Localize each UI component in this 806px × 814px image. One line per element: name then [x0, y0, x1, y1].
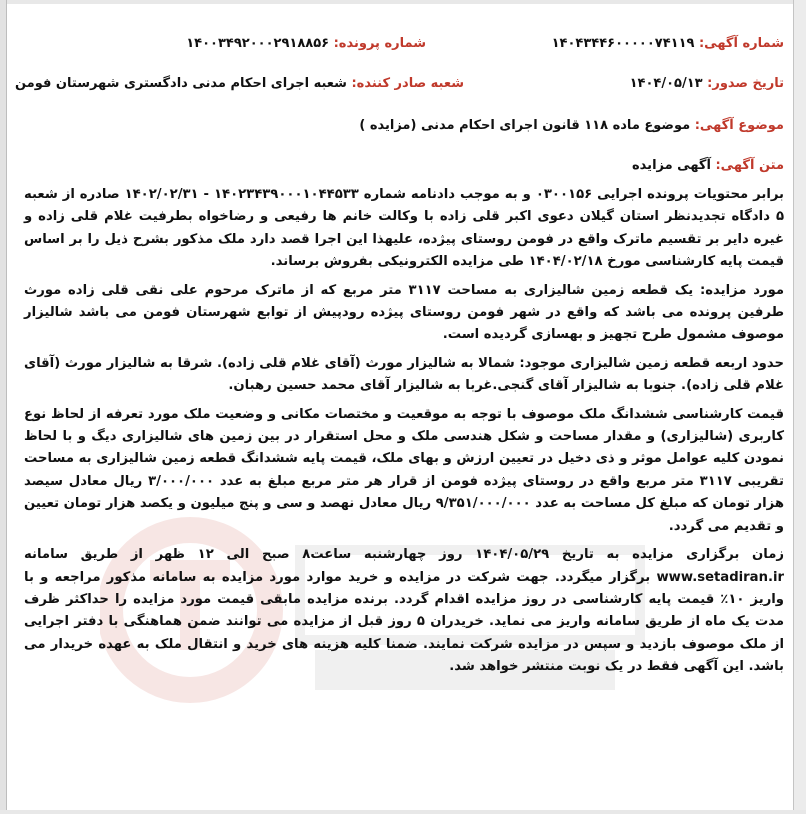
issue-date-label: تاریخ صدور: [707, 76, 784, 91]
subject-row [359, 118, 784, 133]
ad-number-row [552, 36, 784, 51]
issuer-value: شعبه اجرای احکام مدنی دادگستری شهرستان فومن [14, 76, 347, 91]
ad-number-value: ۱۴۰۴۳۴۴۶۰۰۰۰۰۷۴۱۱۹ [551, 36, 695, 51]
issuer-label: شعبه صادر کننده: [351, 76, 464, 91]
paragraph-valuation: قیمت کارشناسی ششدانگ ملک موصوف با توجه به موقعیت و مختصات مکانی و وضعیت ملک مورد تعرفه از لحاظ نوع کاربری (شالیزاری) و مقدار مساحت و شکل هندسی ملک و محل استقرار در بین زمین های شالیزاری دیگ و با لحاظ نمودن کلیه عوامل موثر و ذی دخیل در تعیین ارزش و بهای ملک، قیمت پایه ششدانگ قطعه زمین شالیزاری به مساحت تقریبی ۳۱۱۷ متر مربع واقع در روستای پیژده فومن از قرار هر متر مربع مبلغ به عدد ۳/۰۰۰/۰۰۰ ریال معادل سیصد هزار تومان که مبلغ کل مساحت به عدد ۹/۳۵۱/۰۰۰/۰۰۰ ریال معادل نهصد و سی و پنج میلیون و یکصد هزار تومان تعیین و تقدیم می گردد. [24, 406, 784, 534]
ad-text-row [632, 158, 784, 173]
paragraph-boundaries: حدود اربعه قطعه زمین شالیزاری موجود: شمالا به شالیزار مورث (آقای غلام قلی زاده). شرقا به شالیزار مورث (آقای غلام قلی زاده). جنوبا به شالیزار آقای گنجی.غربا به شالیزار آقای محمد حسین رهبان. [24, 355, 784, 394]
paragraph-auction-time: زمان برگزاری مزایده به تاریخ ۱۴۰۴/۰۵/۲۹ روز چهارشنبه ساعت۸ صبح الی ۱۲ ظهر از طریق سامانه www.setadiran.ir برگزار میگردد. جهت شرکت در مزایده و خرید موارد مورد مزایده به سامانه مذکور مراجعه و با واریز ۱۰٪ قیمت پایه کارشناسی در روز مزایده اقدام گردد. برنده مزایده مابقی قیمت مورد مزایده را حداکثر ظرف مدت یک ماه از طریق سامانه واریز می نماید. خریدران ۵ روز قبل از مزایده می توانند ضمن هماهنگی با دفتر اجرایی از ملک موصوف بازدید و سپس در مزایده شرکت نمایند. ضمنا کلیه هزینه های خرید و انتقال ملک به عهده خریدار می باشد. این آگهی فقط در یک نوبت منتشر خواهد شد. [24, 547, 785, 675]
announcement-body [24, 184, 784, 685]
paragraph-auction-item: مورد مزایده: یک قطعه زمین شالیزاری به مساحت ۳۱۱۷ متر مربع که از ماترک مرحوم علی نقی قلی زاده مورث طرفین پرونده می باشد که واقع در شهر فومن روستای پیژده رودپیش از توابع شهرستان فومن می باشد شالیزار موصوف مشمول طرح تجهیز و بهسازی گردیده است. [24, 282, 785, 343]
window-frame-bottom [0, 810, 806, 814]
ad-text-label: متن آگهی: [715, 158, 784, 173]
scrollbar-track[interactable] [793, 0, 806, 814]
subject-label: موضوع آگهی: [694, 118, 784, 133]
ad-number-label: شماره آگهی: [698, 36, 784, 51]
window-frame-left [0, 0, 7, 814]
paragraph-intro: برابر محتویات پرونده اجرایی ۰۳۰۰۱۵۶ و به موجب دادنامه شماره ۱۴۰۲۳۴۳۹۰۰۰۱۰۴۴۵۳۳ - ۱۴۰۲/۰۲/۳۱ صادره از شعبه ۵ دادگاه تجدیدنظر استان گیلان دعوی اکبر قلی زاده با وکالت خانم ها رفیعی و رضاخواه بطرفیت غلام قلی زاده و غیره دایر بر تقسیم ماترک واقع در فومن روستای پیژده، علیهذا این اجرا قصد دارد ملک مذکور بشرح ذیل را بر اساس قیمت پایه کارشناسی مورخ ۱۴۰۴/۰۲/۱۸ طی مزایده الکترونیکی بفروش برساند. [24, 187, 784, 270]
subject-value: موضوع ماده ۱۱۸ قانون اجرای احکام مدنی (مزایده ) [359, 118, 691, 133]
issuer-row [15, 76, 464, 91]
file-number-row [186, 36, 426, 51]
window-frame-top [0, 0, 806, 4]
file-number-label: شماره پرونده: [333, 36, 426, 51]
ad-text-heading: آگهی مزایده [632, 158, 711, 173]
issue-date-value: ۱۴۰۴/۰۵/۱۳ [629, 76, 703, 91]
issue-date-row [630, 76, 784, 91]
file-number-value: ۱۴۰۰۳۴۹۲۰۰۰۲۹۱۸۸۵۶ [186, 36, 330, 51]
